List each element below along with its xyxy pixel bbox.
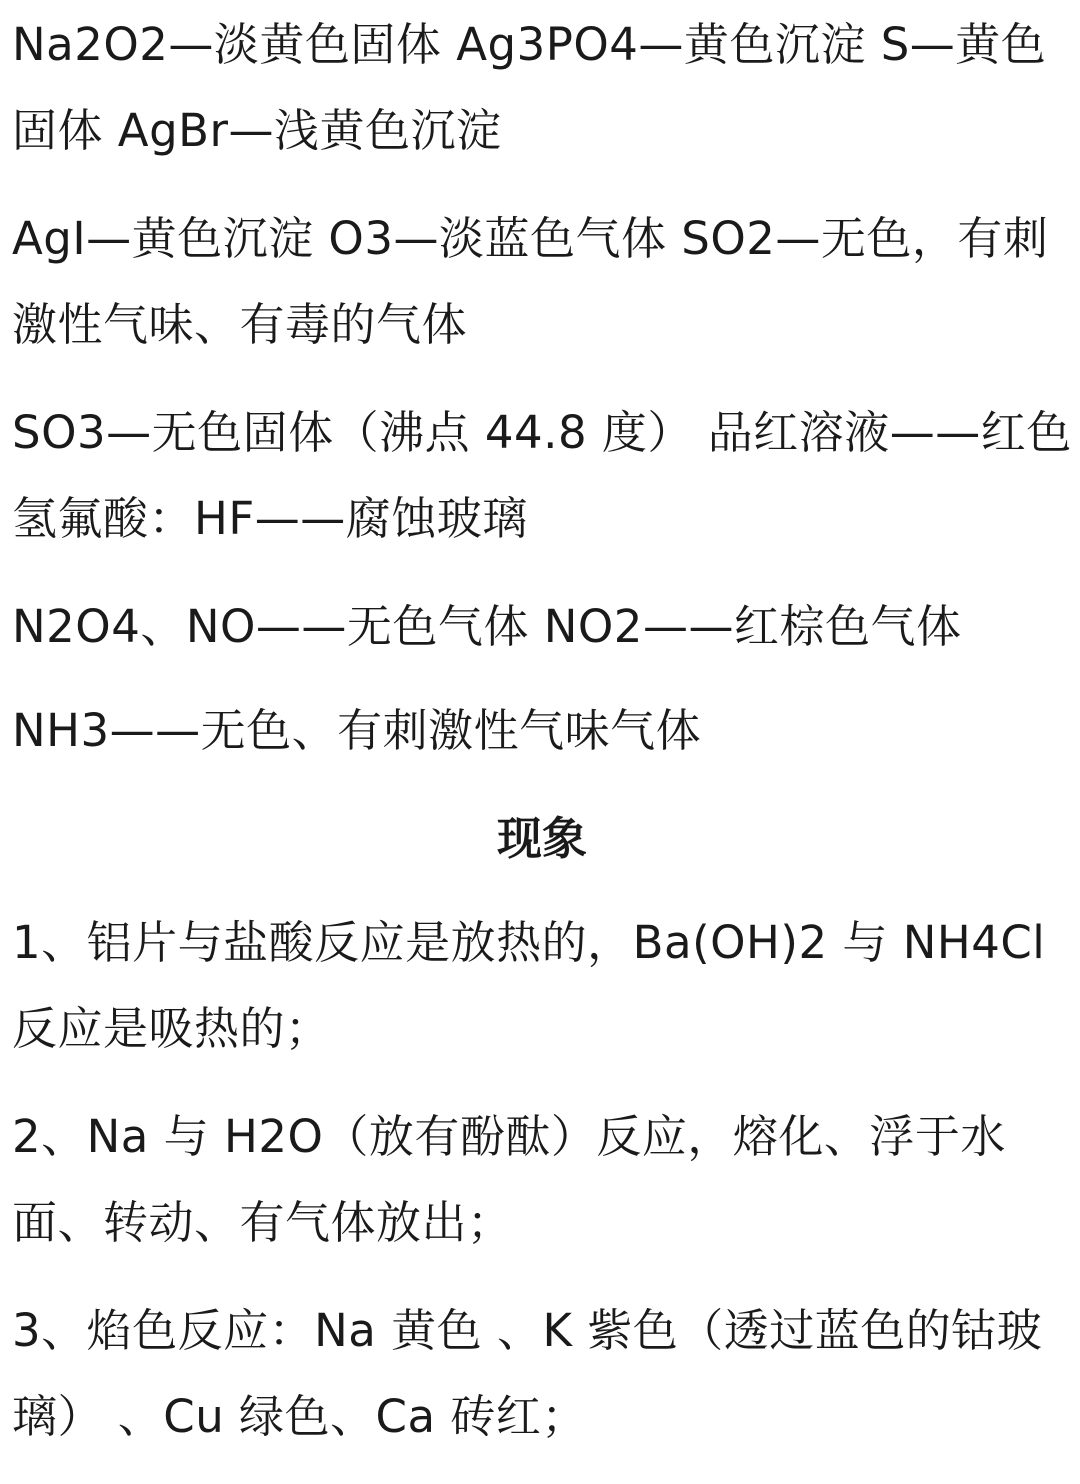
list-item: 3、焰色反应：Na 黄色 、K 紫色（透过蓝色的钴玻璃） 、Cu 绿色、Ca 砖红；: [12, 1304, 1043, 1443]
paragraph-color-n2o4: N2O4、NO——无色气体 NO2——红棕色气体: [12, 600, 962, 653]
paragraph-color-agi: AgI—黄色沉淀 O3—淡蓝色气体 SO2—无色，有刺激性气味、有毒的气体: [12, 212, 1049, 351]
paragraph-color-so3: SO3—无色固体（沸点 44.8 度） 品红溶液——红色 氢氟酸：HF——腐蚀玻璃: [12, 406, 1072, 545]
document-page: [12, 2, 1072, 1460]
list-item: 2、Na 与 H2O（放有酚酞）反应，熔化、浮于水面、转动、有气体放出；: [12, 1110, 1006, 1249]
paragraph-color-nh3: NH3——无色、有刺激性气味气体: [12, 704, 702, 757]
list-item: 1、铝片与盐酸反应是放热的，Ba(OH)2 与 NH4Cl 反应是吸热的；: [12, 916, 1046, 1055]
section-heading: 现象: [496, 812, 587, 865]
paragraph-color-na2o2: Na2O2—淡黄色固体 Ag3PO4—黄色沉淀 S—黄色固体 AgBr—浅黄色沉淀: [12, 18, 1047, 157]
